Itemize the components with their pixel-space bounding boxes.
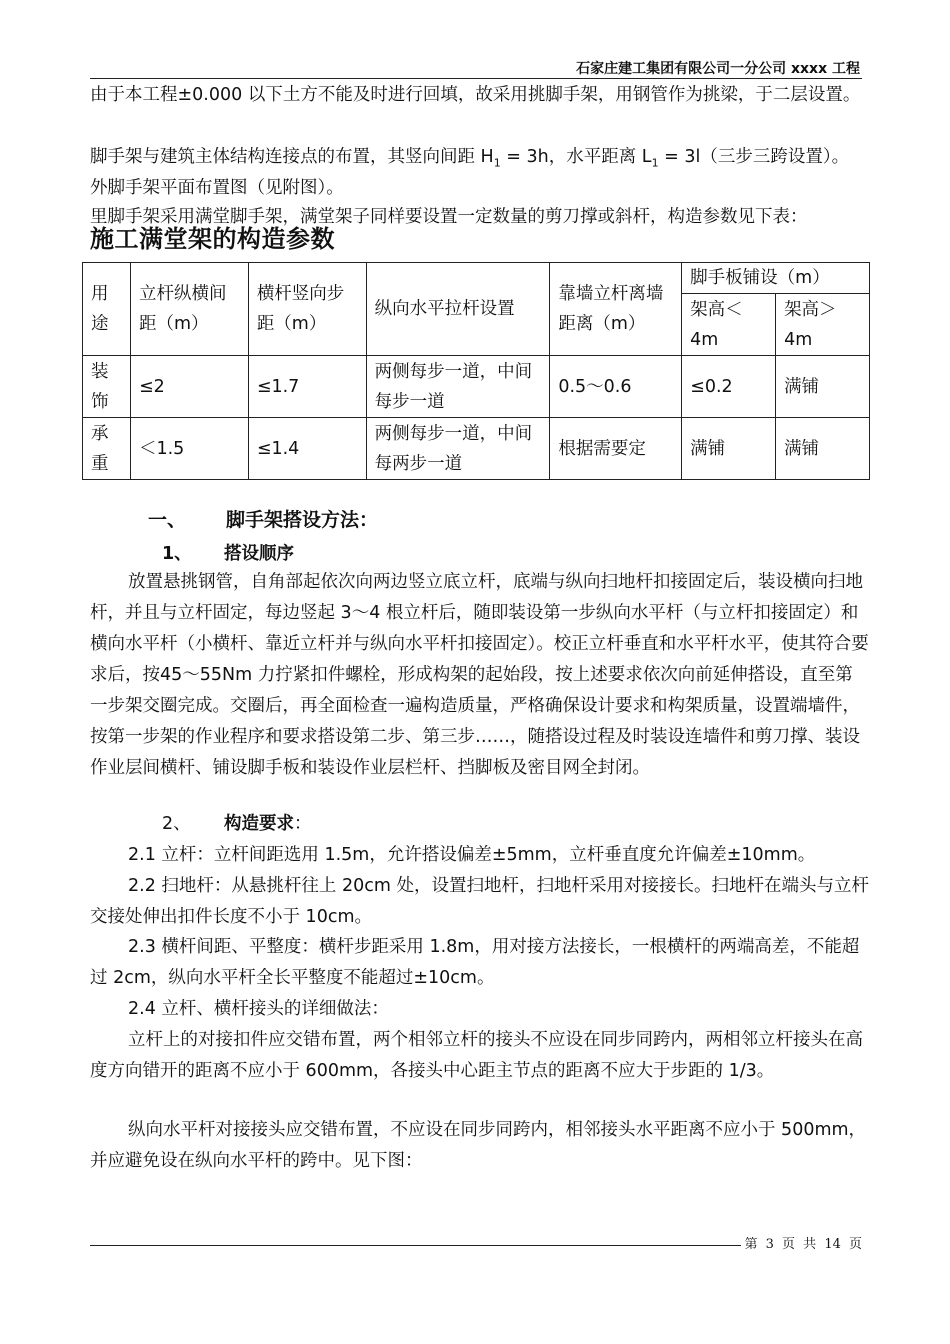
page-number: 第 3 页 共 14 页: [741, 1233, 862, 1252]
requirement-item: 2.4 立杆、横杆接头的详细做法：: [128, 999, 389, 1019]
subsection-heading-construction-requirements: 2、 构造要求：: [162, 814, 312, 834]
header-pole-spacing: 立杆纵横间距（m）: [130, 263, 248, 356]
header-board-low: 架高＜4m: [682, 294, 776, 356]
construction-parameters-table: [82, 262, 870, 480]
cell-pole-spacing: ≤2: [130, 356, 248, 418]
requirement-item: 立杆上的对接扣件应交错布置，两个相邻立杆的接头不应设在同步同跨内，两相邻立杆接头在高度方向错开的距离不应小于 600mm，各接头中心距主节点的距离不应大于步距的 1/3。: [90, 1030, 863, 1081]
cell-board-high: 满铺: [776, 356, 870, 418]
cell-horizontal-bar: 两侧每步一道，中间每步一道: [366, 356, 550, 418]
header-board-high: 架高＞4m: [776, 294, 870, 356]
requirement-item: 纵向水平杆对接接头应交错布置，不应设在同步同跨内，相邻接头水平距离不应小于 500mm，并应避免设在纵向水平杆的跨中。见下图：: [90, 1120, 867, 1171]
intro-paragraph-4: 里脚手架采用满堂脚手架，满堂架子同样要设置一定数量的剪刀撑或斜杆，构造参数见下表：: [90, 207, 808, 227]
erection-order-body: 放置悬挑钢管，自角部起依次向两边竖立底立杆，底端与纵向扫地杆扣接固定后，装设横向扫地杆，并且与立杆固定，每边竖起 3～4 根立杆后，随即装设第一步纵向水平杆（与立杆扣接固定）和横向水平杆（小横杆、靠近立杆并与纵向水平杆扣接固定）。校正立杆垂直和水平杆水平，使其符合要求后，按45～55Nm 力拧紧扣件螺栓，形成构架的起始段，按上述要求依次向前延伸搭设，直至第一步架交圈完成。交圈后，再全面检查一遍构造质量，严格确保设计要求和构架质量，设置端墙件，按第一步架的作业程序和要求搭设第二步、第三步……，随搭设过程及时装设连墙件和剪刀撑、装设作业层间横杆、铺设脚手板和装设作业层栏杆、挡脚板及密目网全封闭。: [90, 572, 869, 778]
table-title: 施工满堂架的构造参数: [90, 225, 335, 253]
intro-paragraph-2: 脚手架与建筑主体结构连接点的布置，其竖向间距 $H_1 = 3h$，水平距离 $L_1 = 3l$（三步三跨设置）。: [90, 147, 850, 170]
cell-use: 承重: [83, 418, 131, 480]
header-wall-distance: 靠墙立杆离墙距离（m）: [550, 263, 682, 356]
cell-step: ≤1.4: [248, 418, 366, 480]
cell-pole-spacing: ＜1.5: [130, 418, 248, 480]
header-use: 用途: [83, 263, 131, 356]
cell-wall-distance: 根据需要定: [550, 418, 682, 480]
header-horizontal-bar: 纵向水平拉杆设置: [366, 263, 550, 356]
cell-board-high: 满铺: [776, 418, 870, 480]
section-heading-1: 一、 脚手架搭设方法：: [148, 509, 379, 531]
table-row: [83, 356, 870, 418]
cell-step: ≤1.7: [248, 356, 366, 418]
table-row: [83, 418, 870, 480]
header-step: 横杆竖向步距（m）: [248, 263, 366, 356]
cell-board-low: ≤0.2: [682, 356, 776, 418]
header-company-title: 石家庄建工集团有限公司一分公司 xxxx 工程: [576, 61, 860, 77]
cell-board-low: 满铺: [682, 418, 776, 480]
requirement-item: 2.3 横杆间距、平整度：横杆步距采用 1.8m，用对接方法接长，一根横杆的两端高差，不能超过 2cm，纵向水平杆全长平整度不能超过±10cm。: [90, 937, 860, 988]
intro-paragraph-1: 由于本工程±0.000 以下土方不能及时进行回填，故采用挑脚手架，用钢管作为挑梁，于二层设置。: [90, 85, 861, 105]
requirement-item: 2.1 立杆：立杆间距选用 1.5m，允许搭设偏差±5mm，立杆垂直度允许偏差±10mm。: [128, 845, 816, 865]
subsection-heading-erection-order: 1、 搭设顺序: [162, 544, 294, 564]
cell-horizontal-bar: 两侧每步一道，中间每两步一道: [366, 418, 550, 480]
header-board: 脚手板铺设（m）: [682, 263, 870, 294]
header-divider: [90, 78, 862, 79]
intro-paragraph-3: 外脚手架平面布置图（见附图）。: [90, 178, 344, 198]
cell-wall-distance: 0.5～0.6: [550, 356, 682, 418]
requirement-item: 2.2 扫地杆：从悬挑杆往上 20cm 处，设置扫地杆，扫地杆采用对接接长。扫地杆在端头与立杆交接处伸出扣件长度不小于 10cm。: [90, 876, 869, 927]
cell-use: 装饰: [83, 356, 131, 418]
